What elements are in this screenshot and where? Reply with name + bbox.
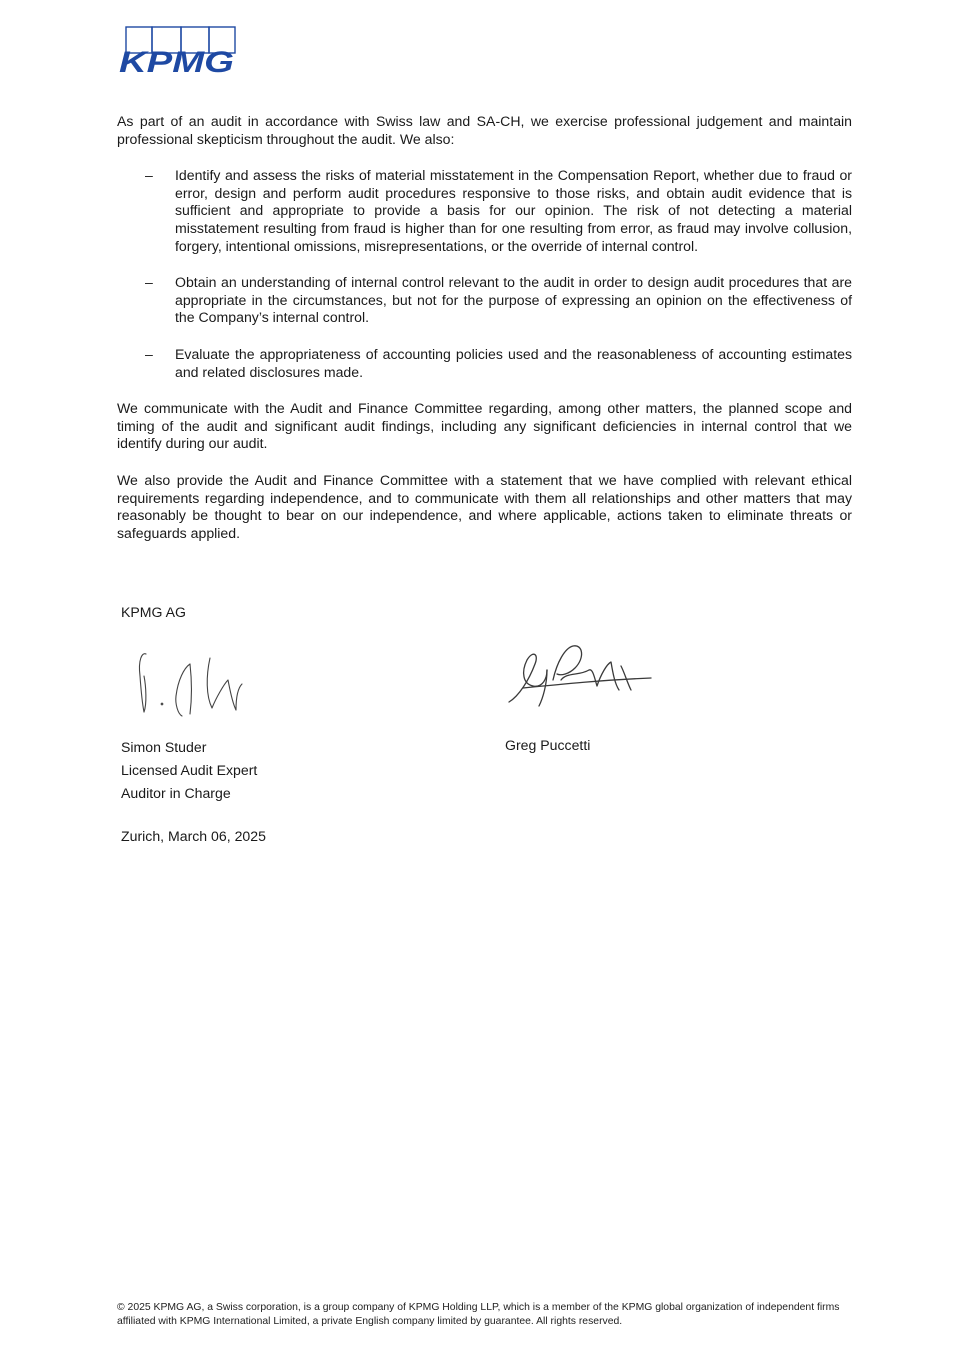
logo-text: KPMG	[119, 46, 234, 76]
signatory-name: Simon Studer	[121, 739, 207, 755]
list-item	[117, 167, 852, 255]
list-item-text: Evaluate the appropriateness of accounting policies used and the reasonableness of accounting estimates and related disclosures made.	[175, 345, 852, 380]
list-item	[117, 346, 852, 381]
procedure-list	[117, 167, 852, 381]
communication-paragraph: We communicate with the Audit and Finance Committee regarding, among other matters, the planned scope and timing of the audit and significant audit findings, including any significant deficiencies in internal control that we identify during our audit.	[117, 400, 852, 452]
place-and-date: Zurich, March 06, 2025	[121, 828, 266, 844]
list-item-text: Identify and assess the risks of material misstatement in the Compensation Report, whether due to fraud or error, design and perform audit procedures responsive to those risks, and obtain audit evidence that is sufficient and appropriate to provide a basis for our opinion. The risk of not detecting a material misstatement resulting from fraud is higher than for one resulting from error, as fraud may involve collusion, forgery, intentional omissions, misrepresentations, or the override of internal control.	[175, 167, 852, 254]
signatory-role: Auditor in Charge	[121, 785, 231, 801]
copyright-footer: © 2025 KPMG AG, a Swiss corporation, is a group company of KPMG Holding LLP, which is a member of the KPMG global organization of independent firms affiliated with KPMG International Limited, a private English company limited by guarantee. All rights reserved.	[117, 1302, 840, 1327]
bullet-marker: –	[145, 167, 153, 184]
independence-paragraph: We also provide the Audit and Finance Committee with a statement that we have complied with relevant ethical requirements regarding independence, and to communicate with them all relationships and other matters that may reasonably be thought to bear on our independence, and where applicable, actions taken to eliminate threats or safeguards applied.	[117, 471, 852, 541]
letter-body	[117, 113, 852, 561]
signature-greg-puccetti	[503, 640, 655, 716]
kpmg-logo	[118, 26, 238, 76]
signatory-left	[121, 736, 257, 805]
signatory-right	[505, 736, 590, 754]
list-item-text: Obtain an understanding of internal control relevant to the audit in order to design audit procedures that are appropriate in the circumstances, but not for the purpose of expressing an opinion on the effectiveness of the Company’s internal control.	[175, 274, 852, 326]
signatory-qualification: Licensed Audit Expert	[121, 762, 258, 778]
intro-paragraph: As part of an audit in accordance with Swiss law and SA-CH, we exercise professional judgement and maintain professional skepticism throughout the audit. We also:	[117, 113, 852, 147]
signatory-name: Greg Puccetti	[505, 737, 591, 753]
firm-name: KPMG AG	[121, 604, 187, 620]
bullet-marker: –	[145, 345, 153, 362]
bullet-marker: –	[145, 274, 153, 291]
signature-simon-studer	[132, 646, 250, 718]
list-item	[117, 274, 852, 327]
